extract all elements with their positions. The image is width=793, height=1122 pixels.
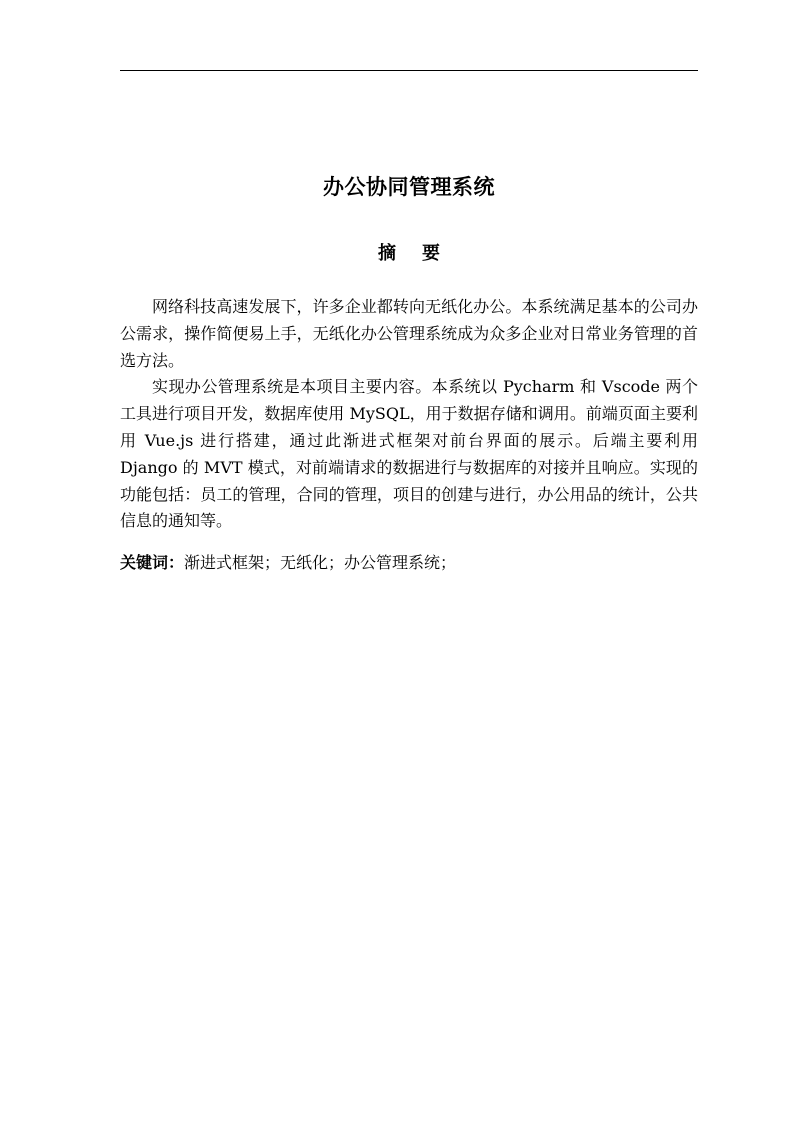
abstract-paragraph-1: 网络科技高速发展下，许多企业都转向无纸化办公。本系统满足基本的公司办公需求，操作简便易上手，无纸化办公管理系统成为众多企业对日常业务管理的首选方法。 — [120, 297, 698, 370]
document-title: 办公协同管理系统 — [323, 175, 495, 199]
abstract-heading — [120, 241, 698, 267]
abstract-paragraph-2: 实现办公管理系统是本项目主要内容。本系统以 Pycharm 和 Vscode 两个工具进行项目开发，数据库使用 MySQL，用于数据存储和调用。前端页面主要利用 Vue.js 进行搭建，通过此渐进式框架对前台界面的展示。后端主要利用 Django 的 MVT 模式，对前端请求的数据进行与数据库的对接并且响应。实现的功能包括：员工的管理，合同的管理，项目的创建与进行，办公用品的统计，公共信息的通知等。 — [120, 377, 698, 531]
abstract-heading-char-2: 要 — [422, 243, 440, 264]
keywords-line — [120, 550, 698, 576]
keywords-label: 关键词： — [120, 553, 185, 572]
abstract-heading-char-1: 摘 — [378, 243, 396, 264]
header-rule — [120, 70, 698, 71]
abstract-body — [120, 294, 698, 535]
keywords-value: 渐进式框架；无纸化；办公管理系统； — [184, 553, 457, 572]
